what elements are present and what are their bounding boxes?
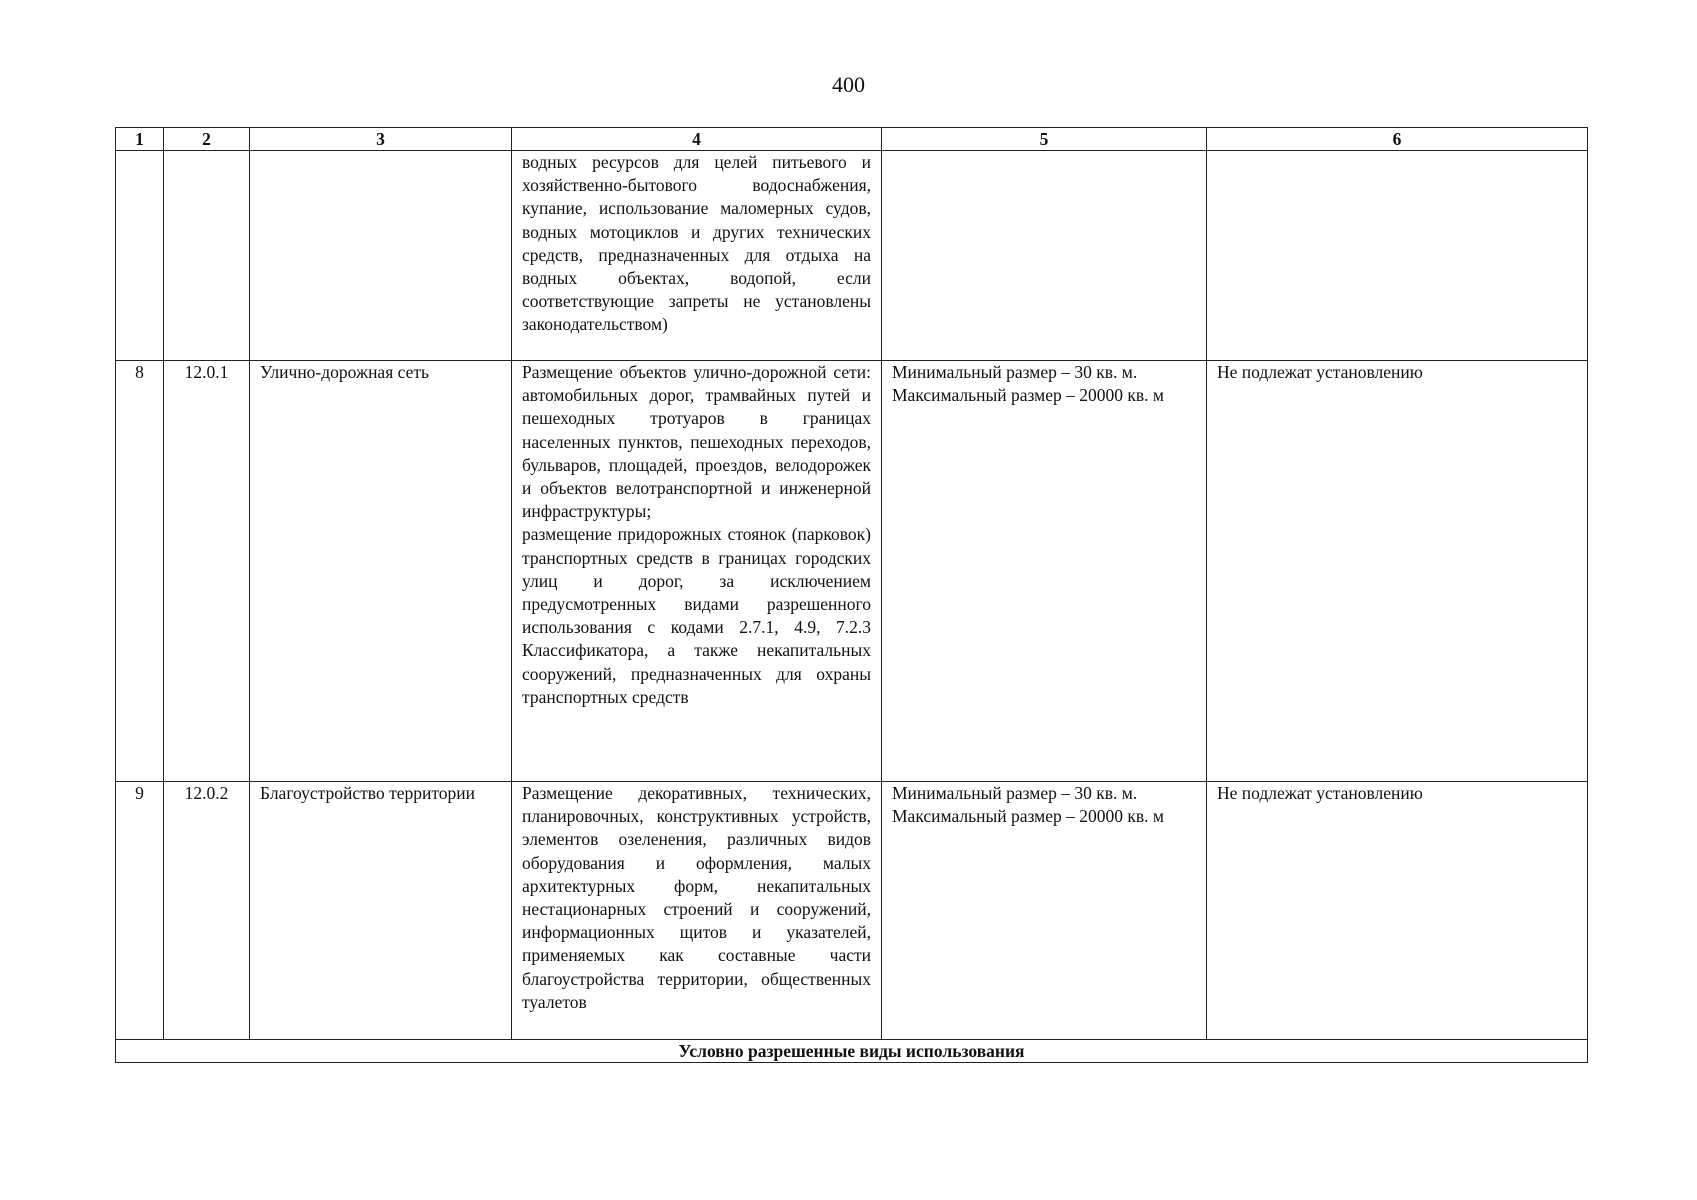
row-description-cell xyxy=(512,151,882,361)
column-header-6: 6 xyxy=(1207,128,1588,151)
section-header-row xyxy=(116,1040,1588,1063)
row-description-cell xyxy=(512,361,882,782)
table-row-continuation xyxy=(116,151,1588,361)
row-limits-cell: Не подлежат установлению xyxy=(1207,361,1588,782)
max-size-text: Максимальный размер – 20000 кв. м xyxy=(892,385,1164,406)
row-code-cell: 12.0.2 xyxy=(164,782,250,1040)
table-row xyxy=(116,782,1588,1040)
min-size-text: Минимальный размер – 30 кв. м. xyxy=(892,783,1138,803)
table-header-row xyxy=(116,128,1588,151)
row-size-cell xyxy=(882,782,1207,1040)
max-size-text: Максимальный размер – 20000 кв. м xyxy=(892,806,1164,827)
description-paragraph: Размещение декоративных, технических, планировочных, конструктивных устройств, элементов озеленения, различных видов оборудования и оформления, малых архитектурных форм, некапитальных нестационарных строений и сооружений, информационных щитов и указателей, применяемых как составные части благоустройства территории, общественных туалетов xyxy=(522,783,871,1012)
row-size-cell xyxy=(882,151,1207,361)
row-size-cell xyxy=(882,361,1207,782)
row-limits-cell: Не подлежат установлению xyxy=(1207,782,1588,1040)
min-size-text: Минимальный размер – 30 кв. м. xyxy=(892,362,1138,382)
row-description-cell xyxy=(512,782,882,1040)
description-paragraph: водных ресурсов для целей питьевого и хозяйственно-бытового водоснабжения, купание, использование маломерных судов, водных мотоциклов и других технических средств, предназначенных для отдыха на водных объектах, водопой, если соответствующие запреты не установлены законодательством) xyxy=(522,152,871,335)
column-header-5: 5 xyxy=(882,128,1207,151)
section-title: Условно разрешенные виды использования xyxy=(116,1040,1588,1063)
column-header-1: 1 xyxy=(116,128,164,151)
description-paragraph: Размещение объектов улично-дорожной сети: автомобильных дорог, трамвайных путей и пешеходных тротуаров в границах населенных пунктов, пешеходных переходов, бульваров, площадей, проездов, велодорожек и объектов велотранспортной и инженерной инфраструктуры; xyxy=(522,362,871,522)
row-number-cell: 9 xyxy=(116,782,164,1040)
row-limits-cell xyxy=(1207,151,1588,361)
description-paragraph: размещение придорожных стоянок (парковок) транспортных средств в границах городских улиц и дорог, за исключением предусмотренных видами разрешенного использования с кодами 2.7.1, 4.9, 7.2.3 Классификатора, а также некапитальных сооружений, предназначенных для охраны транспортных средств xyxy=(522,524,871,707)
row-number-cell xyxy=(116,151,164,361)
land-use-table xyxy=(115,127,1588,1063)
row-number-cell: 8 xyxy=(116,361,164,782)
column-header-3: 3 xyxy=(250,128,512,151)
row-code-cell xyxy=(164,151,250,361)
row-code-cell: 12.0.1 xyxy=(164,361,250,782)
table-row xyxy=(116,361,1588,782)
row-name-cell xyxy=(250,151,512,361)
column-header-4: 4 xyxy=(512,128,882,151)
page-number: 400 xyxy=(832,72,865,97)
row-name-cell: Благоустройство территории xyxy=(250,782,512,1040)
row-name-cell: Улично-дорожная сеть xyxy=(250,361,512,782)
column-header-2: 2 xyxy=(164,128,250,151)
